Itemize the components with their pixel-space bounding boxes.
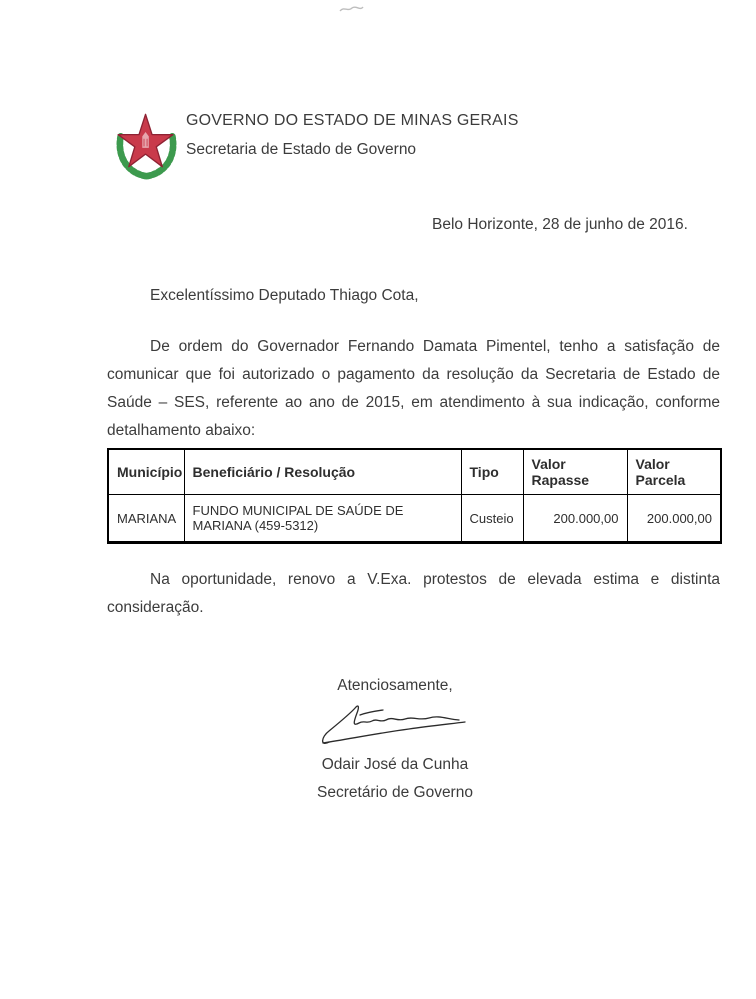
cell-valor-repasse: 200.000,00 [523,495,627,543]
cell-valor-parcela: 200.000,00 [627,495,721,543]
col-header-valor-repasse: Valor Rapasse [523,449,627,495]
signer-name: Odair José da Cunha [321,756,469,773]
cell-beneficiario: FUNDO MUNICIPAL DE SAÚDE DE MARIANA (459-5312) [184,495,461,543]
letterhead [113,0,720,180]
col-header-tipo: Tipo [461,449,523,495]
payment-table [107,448,722,544]
col-header-beneficiario: Beneficiário / Resolução [184,449,461,495]
secretariat-name: Secretaria de Estado de Governo [186,141,417,158]
table-row [108,495,721,543]
scan-artifact-mark [338,3,364,15]
salutation: Excelentíssimo Deputado Thiago Cota, [150,287,419,304]
date-line: Belo Horizonte, 28 de junho de 2016. [432,216,688,233]
body-paragraph: De ordem do Governador Fernando Damata Pimentel, tenho a satisfação de comunicar que foi autorizado o pagamento da resolução da Secretaria de Estado de Saúde – SES, referente ao ano de 2015, em atendimento à sua indicação, conforme detalhamento abaixo: [107,338,720,439]
cell-municipio: MARIANA [108,495,184,543]
col-header-valor-parcela: Valor Parcela [627,449,721,495]
letterhead-text [186,108,519,159]
col-header-municipio: Município [108,449,184,495]
handwritten-signature-icon [315,702,475,746]
minas-gerais-coat-of-arms-icon [113,108,180,180]
signoff-word: Atenciosamente, [337,677,453,694]
signature-block [245,677,545,802]
table-header-row [108,449,721,495]
government-name: GOVERNO DO ESTADO DE MINAS GERAIS [186,112,519,129]
cell-tipo: Custeio [461,495,523,543]
signer-title: Secretário de Governo [317,784,473,801]
closing-paragraph: Na oportunidade, renovo a V.Exa. protestos de elevada estima e distinta consideração. [107,571,720,616]
